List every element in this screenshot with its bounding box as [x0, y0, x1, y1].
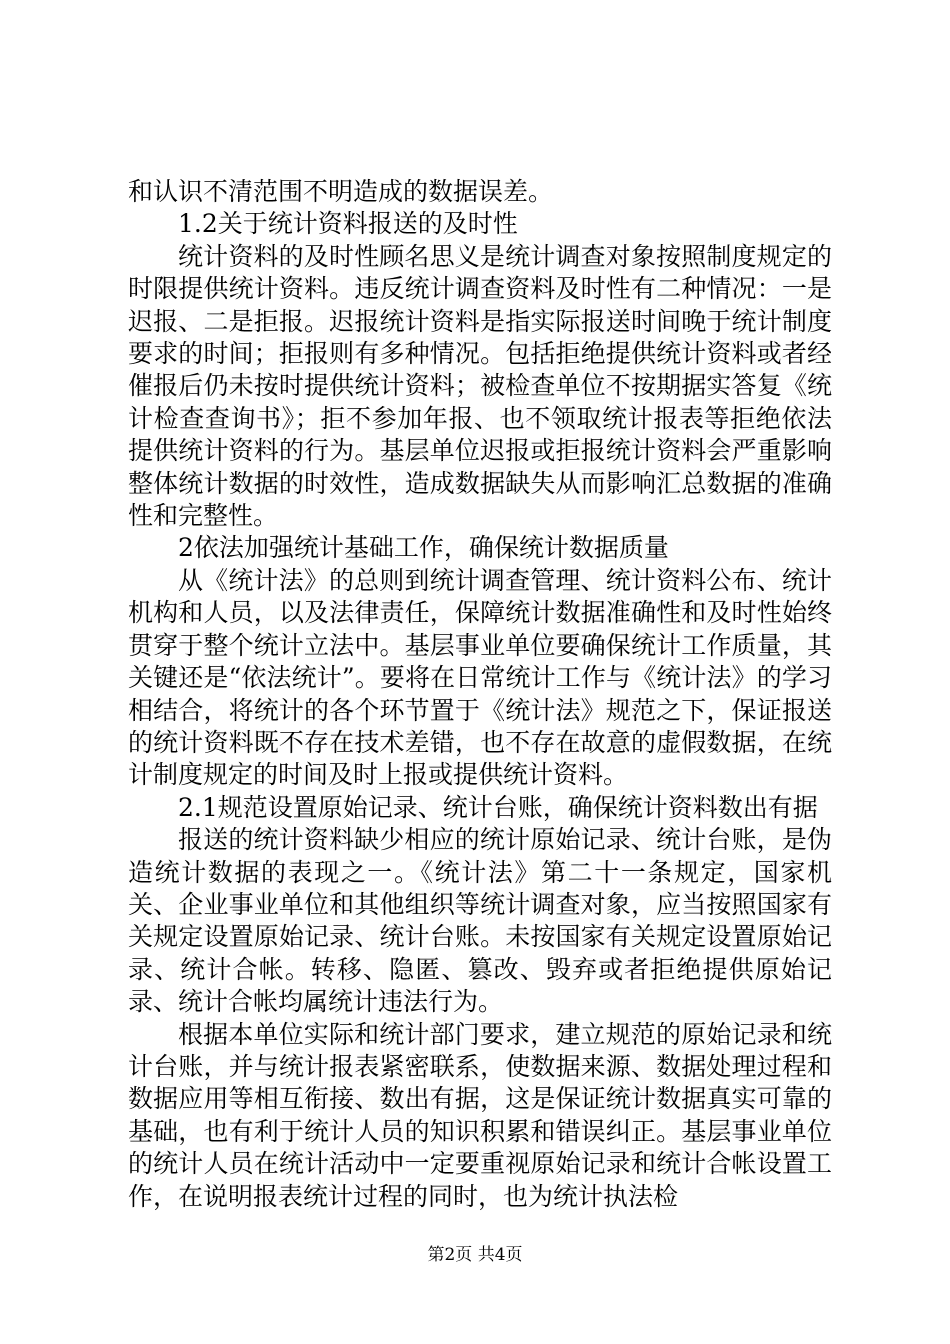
section-heading-2-1: 2.1规范设置原始记录、统计台账，确保统计资料数出有据 — [178, 792, 818, 822]
paragraph-statistics-law: 从《统计法》的总则到统计调查管理、统计资料公布、统计机构和人员，以及法律责任，保障统计数据准确性和及时性始终贯穿于整个统计立法中。基层事业单位要确保统计工作质量，其关键还是“依法统计”。要将在日常统计工作与《统计法》的学习相结合，将统计的各个环节置于《统计法》规范之下，保证报送的统计资料既不存在技术差错，也不存在故意的虚假数据，在统计制度规定的时间及时上报或提供统计资料。 — [128, 565, 832, 790]
paragraph-timeliness: 统计资料的及时性顾名思义是统计调查对象按照制度规定的时限提供统计资料。违反统计调查资料及时性有二种情况：一是迟报、二是拒报。迟报统计资料是指实际报送时间晚于统计制度要求的时间；拒报则有多种情况。包括拒绝提供统计资料或者经催报后仍未按时提供统计资料；被检查单位不按期据实答复《统计检查查询书》；拒不参加年报、也不领取统计报表等拒绝依法提供统计资料的行为。基层单位迟报或拒报统计资料会严重影响整体统计数据的时效性，造成数据缺失从而影响汇总数据的准确性和完整性。 — [128, 241, 832, 531]
section-heading-2: 2依法加强统计基础工作，确保统计数据质量 — [178, 533, 669, 563]
paragraph-continuation: 和认识不清范围不明造成的数据误差。 — [128, 177, 554, 206]
document-body — [128, 176, 832, 1213]
paragraph-ledger-setup: 根据本单位实际和统计部门要求，建立规范的原始记录和统计台账，并与统计报表紧密联系，使数据来源、数据处理过程和数据应用等相互衔接、数出有据，这是保证统计数据真实可靠的基础，也有利于统计人员的知识积累和错误纠正。基层事业单位的统计人员在统计活动中一定要重视原始记录和统计合帐设置工作，在说明报表统计过程的同时，也为统计执法检 — [128, 1019, 832, 1211]
paragraph-original-records: 报送的统计资料缺少相应的统计原始记录、统计台账，是伪造统计数据的表现之一。《统计法》第二十一条规定，国家机关、企业事业单位和其他组织等统计调查对象，应当按照国家有关规定设置原始记录、统计台账。未按国家有关规定设置原始记录、统计合帐。转移、隐匿、篡改、毁弃或者拒绝提供原始记录、统计合帐均属统计违法行为。 — [128, 825, 832, 1017]
section-heading-1-2: 1.2关于统计资料报送的及时性 — [178, 209, 518, 239]
page-footer: 第2页 共4页 — [427, 1245, 523, 1265]
